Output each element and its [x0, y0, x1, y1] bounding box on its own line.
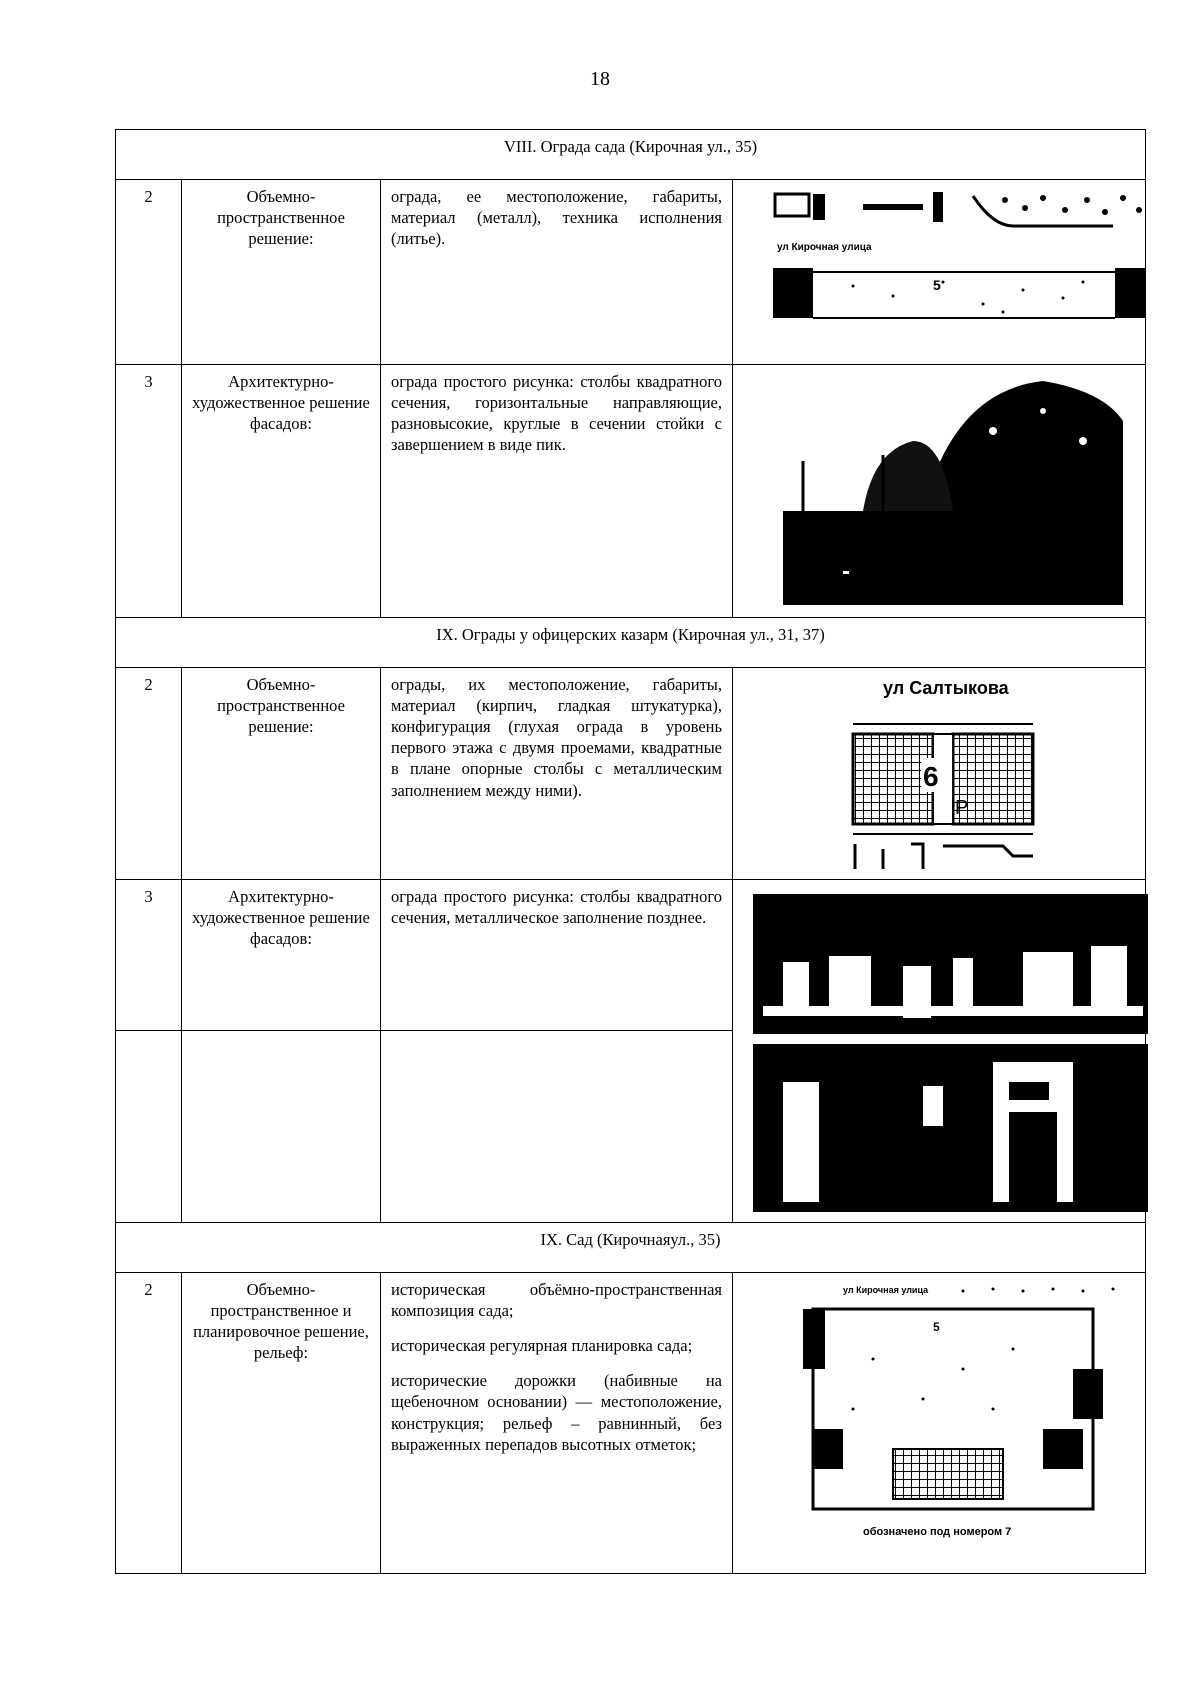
barracks-plan-map — [733, 668, 1146, 880]
site-plan-map — [733, 180, 1146, 365]
barracks-fence-photos — [733, 880, 1146, 1223]
row-category: Объемно-пространственное решение: — [182, 180, 381, 365]
map-plot-number: 5 — [933, 1320, 940, 1334]
row-category: Объемно-пространственное решение: — [182, 668, 381, 880]
row-description: ограда простого рисунка: столбы квадратного сечения, металлическое заполнение позднее. — [381, 880, 733, 1031]
row-number: 2 — [116, 180, 182, 365]
row-category: Архитектурно-художественное решение фасадов: — [182, 880, 381, 1031]
row-description: историческая объёмно-пространственная композиция сада; историческая регулярная планировка сада; исторические дорожки (набивные на щебеночном основании) — местоположение, конструкция; рельеф – равнинный, без выраженных перепадов высотных отметок; — [381, 1273, 733, 1574]
row-category: Архитектурно-художественное решение фасадов: — [182, 365, 381, 618]
section-title: IX. Сад (Кирочнаяул., 35) — [116, 1223, 1146, 1273]
map-plot-number: 6 — [923, 761, 939, 792]
garden-plan-map — [733, 1273, 1146, 1574]
row-number: 3 — [116, 880, 182, 1031]
row-category: Объемно-пространственное и планировочное решение, рельеф: — [182, 1273, 381, 1574]
row-description: ограда, ее местоположение, габариты, материал (металл), техника исполнения (литье). — [381, 180, 733, 365]
map-plot-number: 5 — [933, 277, 941, 293]
row-number: 2 — [116, 668, 182, 880]
section-title: VIII. Ограда сада (Кирочная ул., 35) — [116, 130, 1146, 180]
map-street-label: ул Кирочная улица — [843, 1285, 929, 1295]
row-description: ограды, их местоположение, габариты, материал (кирпич, гладкая штукатурка), конфигурация (глухая ограда в уровень первого этажа с двумя проемами, квадратные в плане опорные столбы с металлическим заполнением между ними). — [381, 668, 733, 880]
map-street-label: ул Кирочная улица — [777, 242, 872, 253]
row-number: 3 — [116, 365, 182, 618]
heritage-table — [115, 129, 1146, 1574]
fence-photo — [733, 365, 1146, 618]
map-parking-letter: Р — [955, 797, 969, 819]
row-description: ограда простого рисунка: столбы квадратного сечения, горизонтальные направляющие, разновысокие, круглые в сечении стойки с завершением в виде пик. — [381, 365, 733, 618]
map-caption: обозначено под номером 7 — [863, 1526, 1012, 1538]
map-street-label: ул Салтыкова — [883, 678, 1009, 698]
section-title: IX. Ограды у офицерских казарм (Кирочная ул., 31, 37) — [116, 618, 1146, 668]
page-number: 18 — [590, 68, 610, 90]
row-number: 2 — [116, 1273, 182, 1574]
